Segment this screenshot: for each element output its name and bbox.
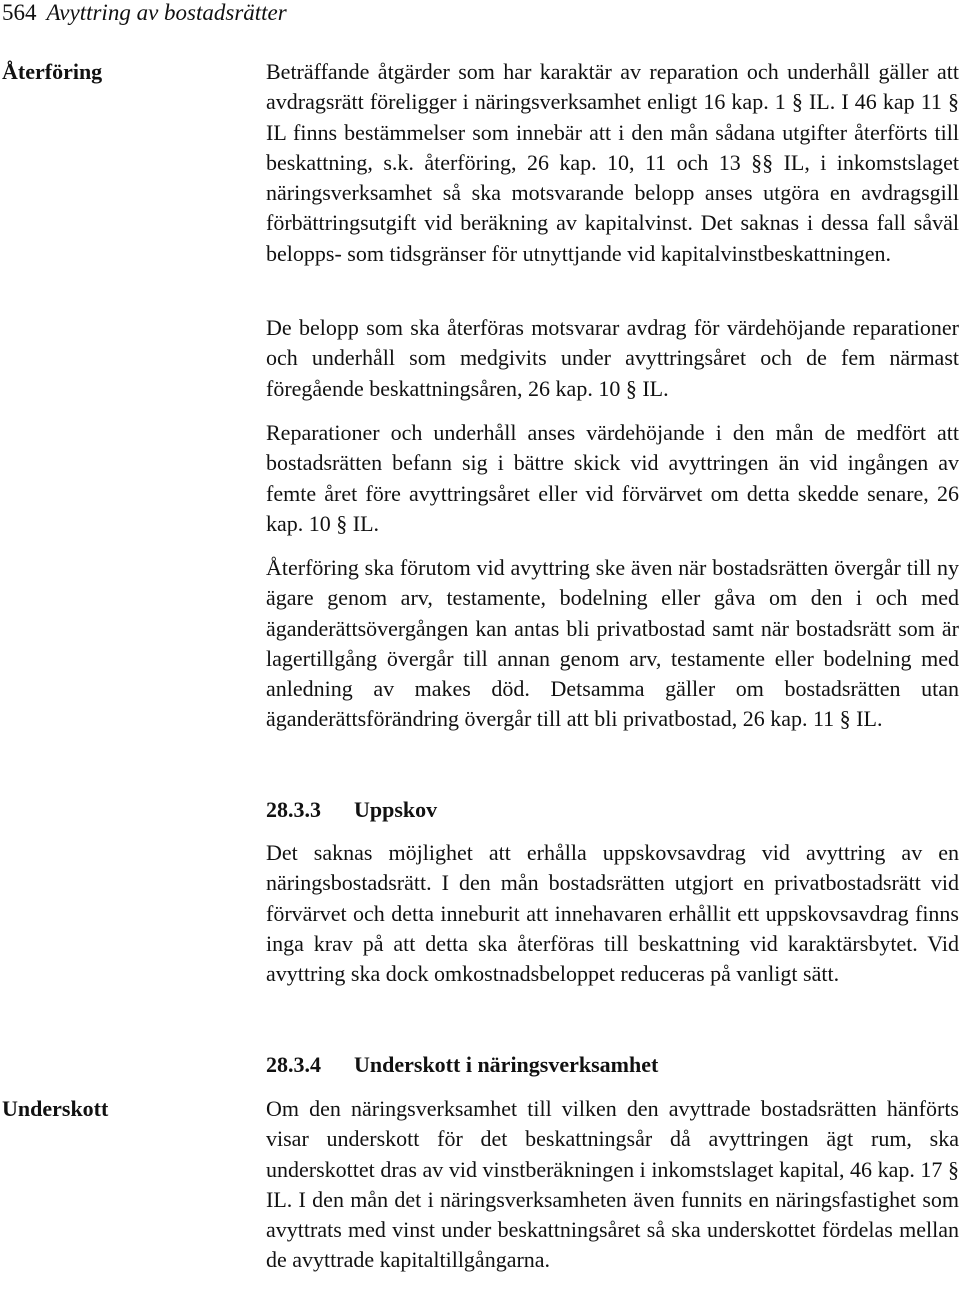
page-header — [2, 0, 287, 28]
section-number: 28.3.3 — [266, 797, 321, 822]
section-title: Underskott i näringsverksamhet — [354, 1052, 659, 1077]
paragraph-aterforing-2: De belopp som ska återföras motsvarar avdrag för värdehöjande reparationer och underhåll som medgivits under avyttringsåret och de fem närmast föregående beskattningsåren, 26 kap. 10 § IL. — [266, 315, 959, 401]
margin-label-underskott: Underskott — [2, 1096, 109, 1121]
paragraph-aterforing-4: Återföring ska förutom vid avyttring ske även när bostadsrätten övergår till ny ägare genom arv, testamente, bodelning eller gåva om den i och med äganderättsövergången kan antas bli privatbostad samt när bostadsrätt som är lagertillgång övergår till annan genom arv, testamente eller bodelning med anledning av makes död. Detsamma gäller om bostadsrätten utan äganderättsförändring övergår till att bli privatbostad, 26 kap. 11 § IL. — [266, 555, 959, 732]
paragraph-aterforing-3: Reparationer och underhåll anses värdehöjande i den mån de medfört att bostadsrätten befann sig i bättre skick vid avyttringen än vid ingången av femte året före avyttringsåret eller vid förvärvet om detta skedde senare, 26 kap. 10 § IL. — [266, 420, 959, 536]
running-title: Avyttring av bostadsrätter — [46, 0, 287, 25]
margin-label-aterforing: Återföring — [2, 59, 103, 84]
paragraph-underskott-1: Om den näringsverksamhet till vilken den avyttrade bostadsrätten hänförts visar underskott för det beskattningsår då avyttringen ägt rum, ska underskottet dras av vid vinstberäkningen i inkomstslaget kapital, 46 kap. 17 § IL. I den mån det i näringsverksamheten även funnits en näringsfastighet som avyttrats med vinst under beskattningsåret så ska underskottet fördelas mellan de avyttrade kapitaltillgångarna. — [266, 1096, 959, 1273]
page-number: 564 — [2, 0, 37, 25]
section-heading-underskott — [266, 1050, 658, 1080]
paragraph-aterforing-1: Beträffande åtgärder som har karaktär av reparation och underhåll gäller att avdragsrätt föreligger i näringsverksamhet enligt 16 kap. 1 § IL. I 46 kap 11 § IL finns bestämmelser som innebär att i den mån sådana utgifter återförts till beskattning, s.k. återföring, 26 kap. 10, 11 och 13 §§ IL, i inkomstslaget näringsverksamhet så ska motsvarande belopp anses utgöra en avdragsgill förbättringsutgift vid beräkning av kapitalvinst. Det saknas i dessa fall såväl belopps- som tidsgränser för utnyttjande vid kapitalvinstbeskattningen. — [266, 59, 959, 266]
section-number: 28.3.4 — [266, 1052, 321, 1077]
paragraph-uppskov-1: Det saknas möjlighet att erhålla uppskovsavdrag vid avyttring av en näringsbostadsrätt. I den mån bostadsrätten utgjort en privatbostadsrätt vid förvärvet och detta inneburit att innehavaren erhållit ett uppskovsavdrag finns inga krav på att detta ska återföras till beskattning vid karaktärsbytet. Vid avyttring ska dock omkostnadsbeloppet reduceras på vanligt sätt. — [266, 840, 959, 987]
section-heading-uppskov — [266, 795, 437, 825]
section-title: Uppskov — [354, 797, 438, 822]
